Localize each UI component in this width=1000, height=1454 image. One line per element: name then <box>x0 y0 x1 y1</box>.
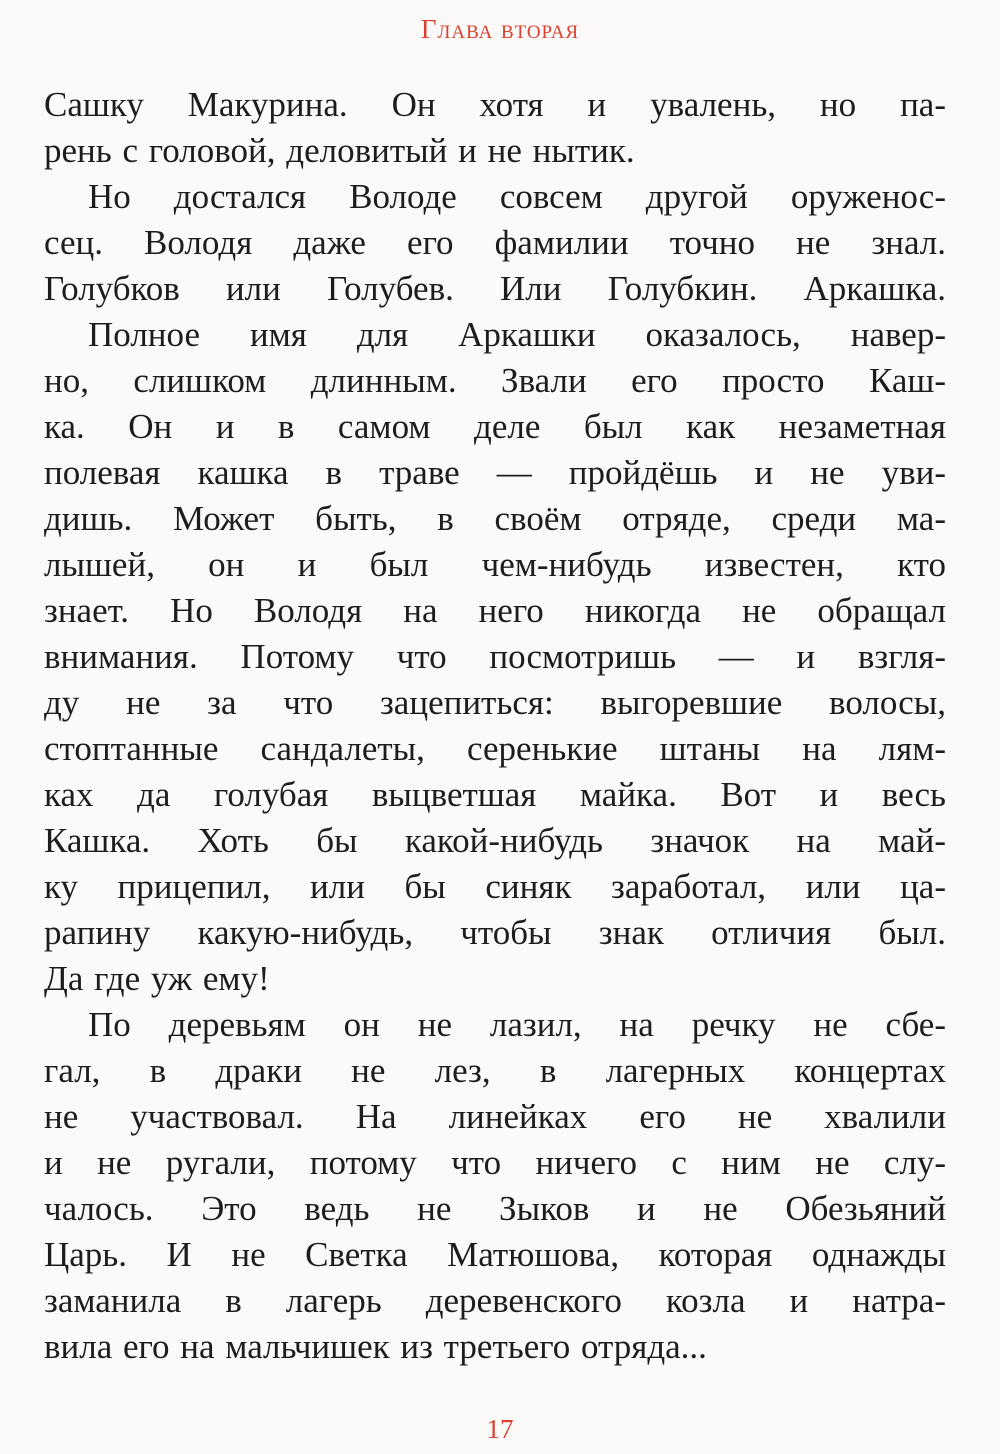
text-line: рапину какую-нибудь, чтобы знак отличия был. <box>44 913 946 952</box>
paragraph <box>44 312 946 1002</box>
text-line: Кашка. Хоть бы какой-нибудь значок на май- <box>44 821 946 860</box>
text-line: но, слишком длинным. Звали его просто Каш- <box>44 361 946 400</box>
text-line: гал, в драки не лез, в лагерных концертах <box>44 1051 946 1090</box>
text-line: Но достался Володе совсем другой оруженос- <box>88 177 946 216</box>
chapter-running-head: Глава вторая <box>420 14 580 44</box>
text-line: стоптанные сандалеты, серенькие штаны на лям- <box>44 729 946 768</box>
text-line: знает. Но Володя на него никогда не обращал <box>44 591 946 630</box>
text-line: дишь. Может быть, в своём отряде, среди ма- <box>44 499 946 538</box>
text-line: внимания. Потому что посмотришь — и взгля- <box>44 637 946 676</box>
text-line: полевая кашка в траве — пройдёшь и не уви- <box>44 453 946 492</box>
text-line: ку прицепил, или бы синяк заработал, или ца- <box>44 867 946 906</box>
text-line: Да где уж ему! <box>44 959 270 998</box>
text-line: чалось. Это ведь не Зыков и не Обезьяний <box>44 1189 946 1228</box>
text-line: не участвовал. На линейках его не хвалили <box>44 1097 946 1136</box>
text-line: ду не за что зацепиться: выгоревшие волосы, <box>44 683 946 722</box>
paragraph <box>44 82 946 174</box>
text-line: Царь. И не Светка Матюшова, которая однажды <box>44 1235 946 1274</box>
page-number: 17 <box>486 1414 514 1444</box>
text-line: заманила в лагерь деревенского козла и натра- <box>44 1281 946 1320</box>
text-line: ка. Он и в самом деле был как незаметная <box>44 407 946 446</box>
text-line: вила его на мальчишек из третьего отряда... <box>44 1327 707 1366</box>
text-line: Полное имя для Аркашки оказалось, навер- <box>88 315 946 354</box>
text-line: и не ругали, потому что ничего с ним не слу- <box>44 1143 946 1182</box>
body-text <box>44 82 946 1370</box>
text-line: По деревьям он не лазил, на речку не сбе- <box>88 1005 946 1044</box>
text-line: Сашку Макурина. Он хотя и увалень, но па- <box>44 85 946 124</box>
text-line: лышей, он и был чем-нибудь известен, кто <box>44 545 946 584</box>
text-line: рень с головой, деловитый и не нытик. <box>44 131 635 170</box>
text-line: ках да голубая выцветшая майка. Вот и весь <box>44 775 946 814</box>
text-line: сец. Володя даже его фамилии точно не знал. <box>44 223 946 262</box>
text-line: Голубков или Голубев. Или Голубкин. Аркашка. <box>44 269 946 308</box>
paragraph <box>44 1002 946 1370</box>
paragraph <box>44 174 946 312</box>
